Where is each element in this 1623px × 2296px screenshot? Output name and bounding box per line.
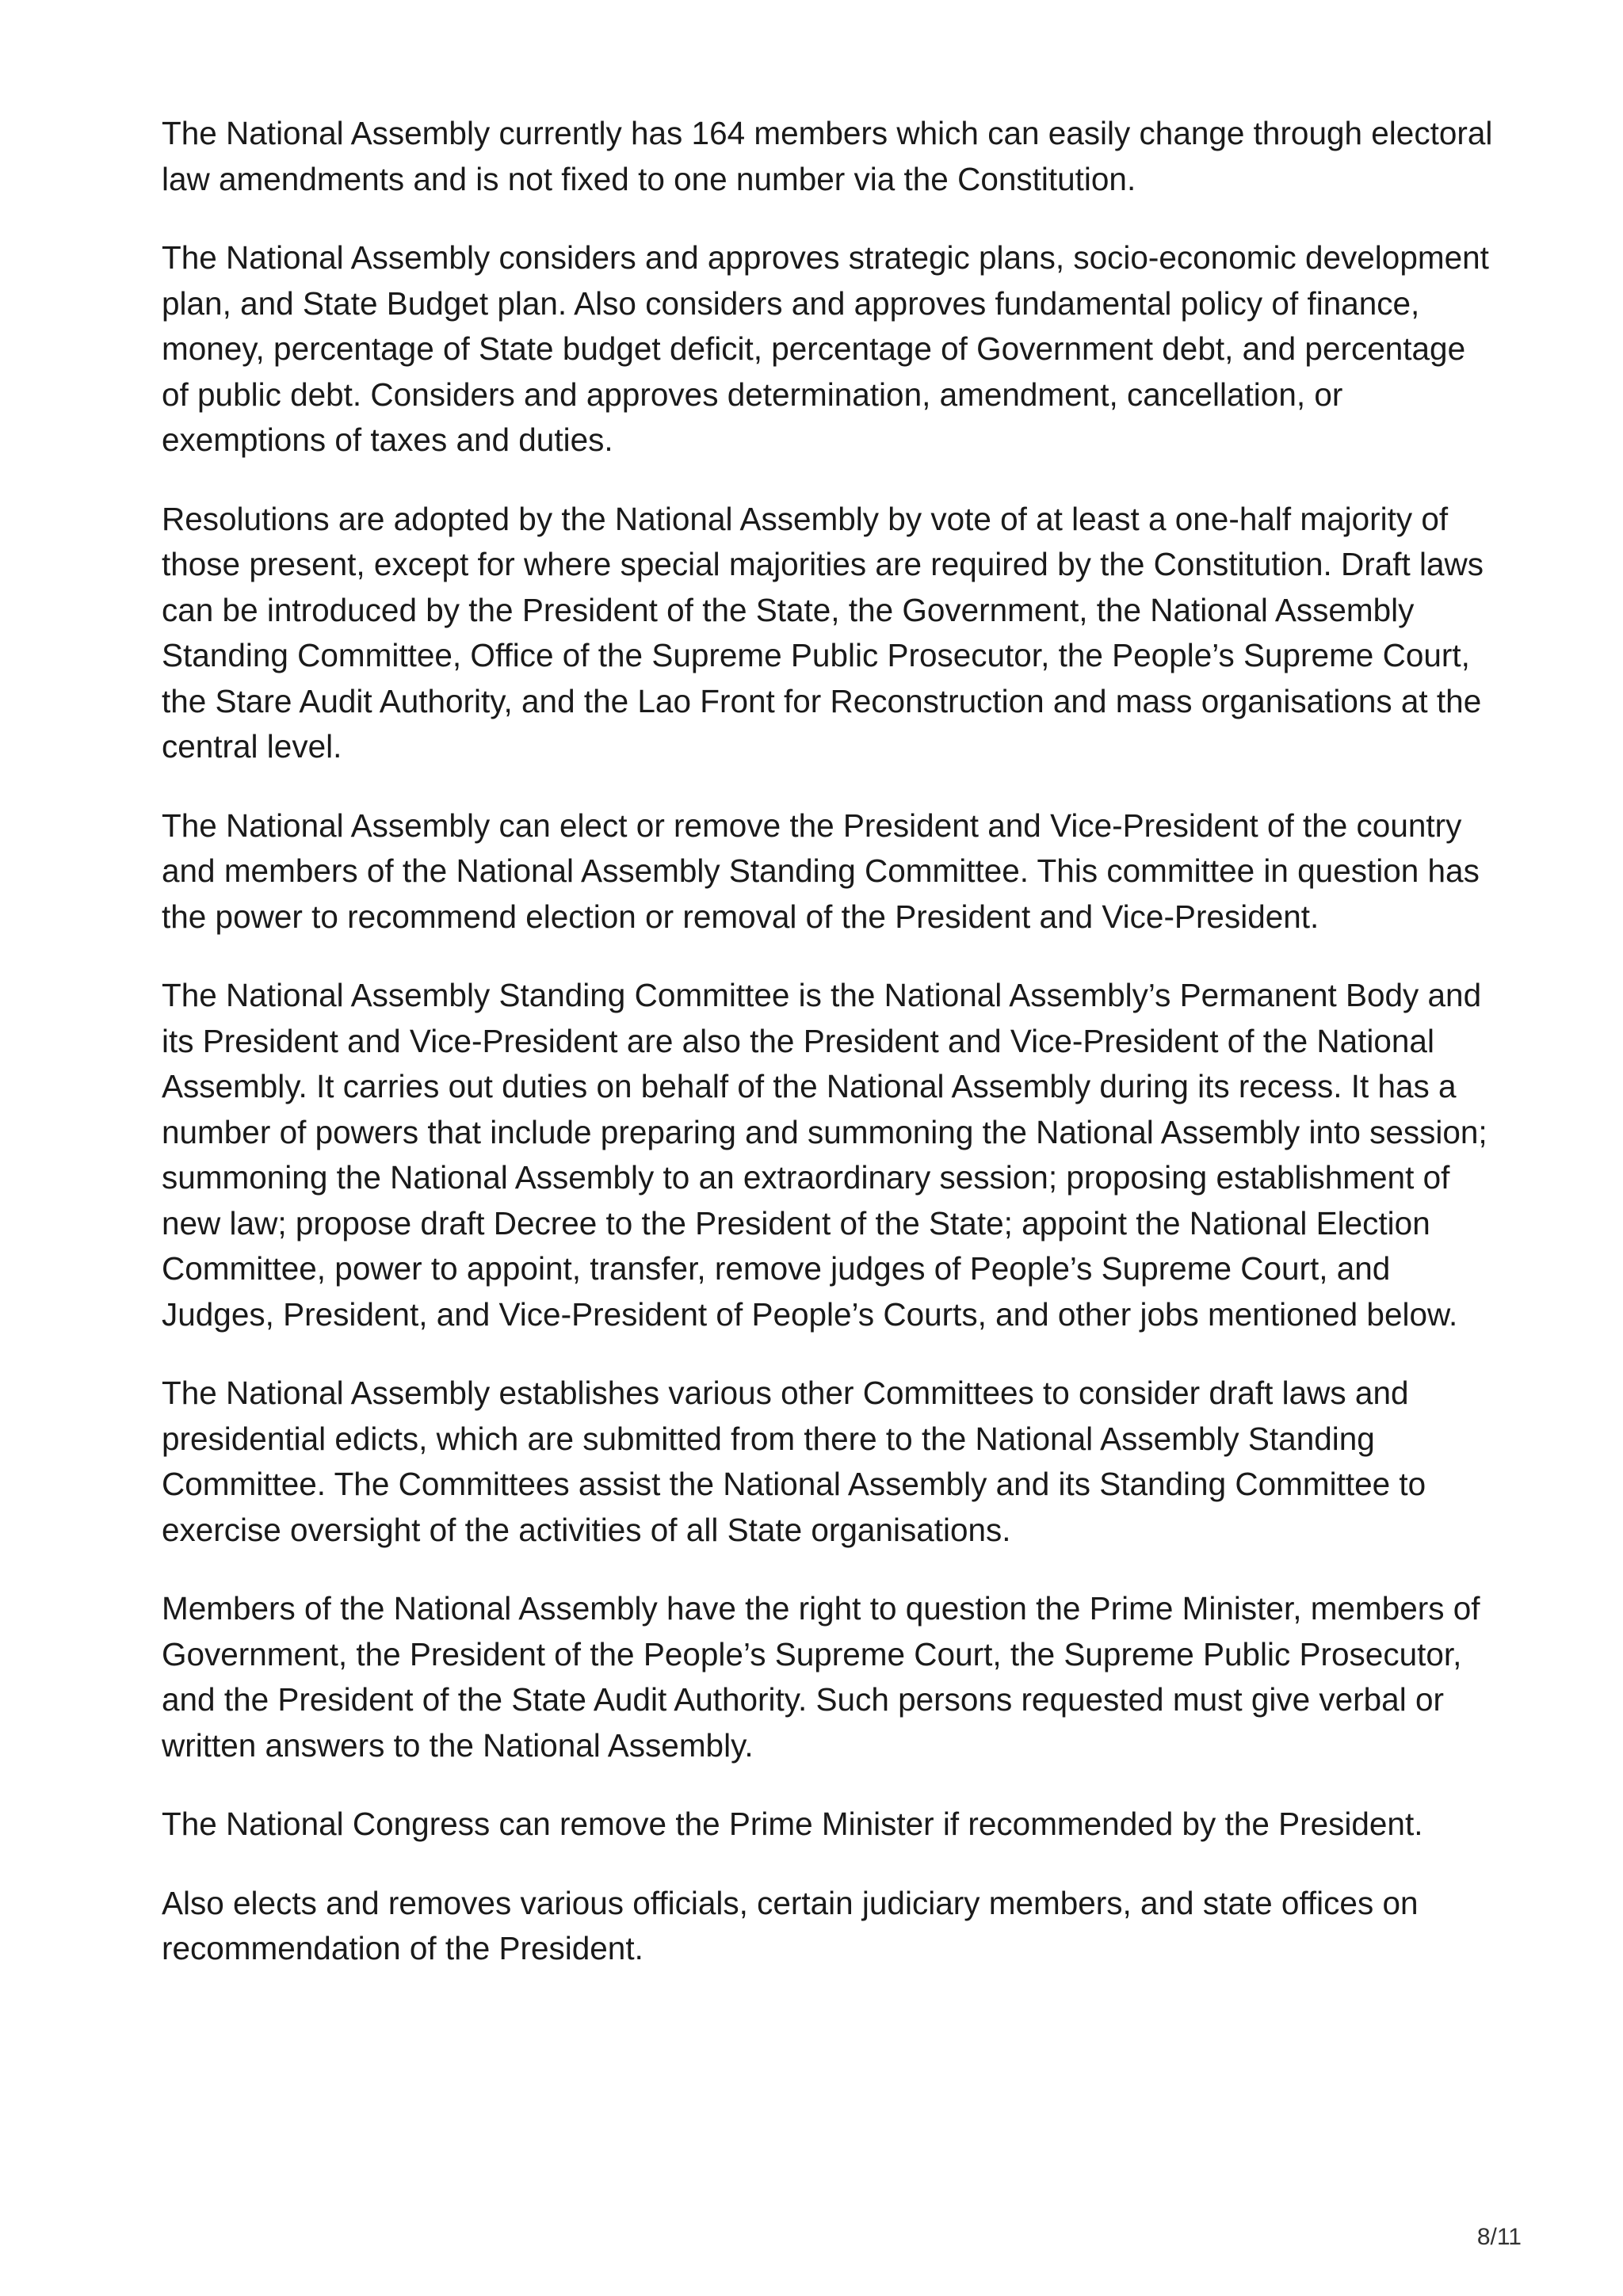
paragraph-resolutions: Resolutions are adopted by the National Assembly by vote of at least a one-half majority of those present, except for where special majorities are required by the Constitution. Draft laws can be introduced by the President of the State, the Government, the National Assembly Standing Committee, Office of the Supreme Public Prosecutor, the People’s Supreme Court, the Stare Audit Authority, and the Lao Front for Reconstruction and mass organisations at the central level.: [162, 500, 1484, 765]
paragraph-prime-minister: The National Congress can remove the Prime Minister if recommended by the President.: [162, 1806, 1423, 1842]
paragraph-officials: Also elects and removes various officials, certain judiciary members, and state offices on recommendation of the President.: [162, 1884, 1419, 1966]
paragraph-committees: The National Assembly establishes various other Committees to consider draft laws and presidential edicts, which are submitted from there to the National Assembly Standing Committee. The Committees assist the National Assembly and its Standing Committee to exercise oversight of the activities of all State organisations.: [162, 1375, 1426, 1548]
paragraph-standing-committee: The National Assembly Standing Committee is the National Assembly’s Permanent Body and its President and Vice-President are also the President and Vice-President of the National Assembly. It carries out duties on behalf of the National Assembly during its recess. It has a number of powers that include preparing and summoning the National Assembly into session; summoning the National Assembly to an extraordinary session; proposing establishment of new law; propose draft Decree to the President of the State; appoint the National Election Committee, power to appoint, transfer, remove judges of People’s Supreme Court, and Judges, President, and Vice-President of People’s Courts, and other jobs mentioned below.: [162, 977, 1487, 1333]
paragraph-questioning: Members of the National Assembly have the right to question the Prime Minister, members of Government, the President of the People’s Supreme Court, the Supreme Public Prosecutor, and the President of the State Audit Authority. Such persons requested must give verbal or written answers to the National Assembly.: [162, 1590, 1480, 1764]
paragraph-membership: The National Assembly currently has 164 members which can easily change through electoral law amendments and is not fixed to one number via the Constitution.: [162, 115, 1493, 197]
page-number: 8/11: [1476, 2224, 1522, 2250]
paragraph-budget-powers: The National Assembly considers and approves strategic plans, socio-economic development plan, and State Budget plan. Also considers and approves fundamental policy of finance, money, percentage of State budget deficit, percentage of Government debt, and percentage of public debt. Considers and approves determination, amendment, cancellation, or exemptions of taxes and duties.: [162, 239, 1489, 458]
document-body: [162, 111, 1493, 2005]
paragraph-elections: The National Assembly can elect or remove the President and Vice-President of the country and members of the National Assembly Standing Committee. This committee in question has the power to recommend election or removal of the President and Vice-President.: [162, 807, 1480, 935]
